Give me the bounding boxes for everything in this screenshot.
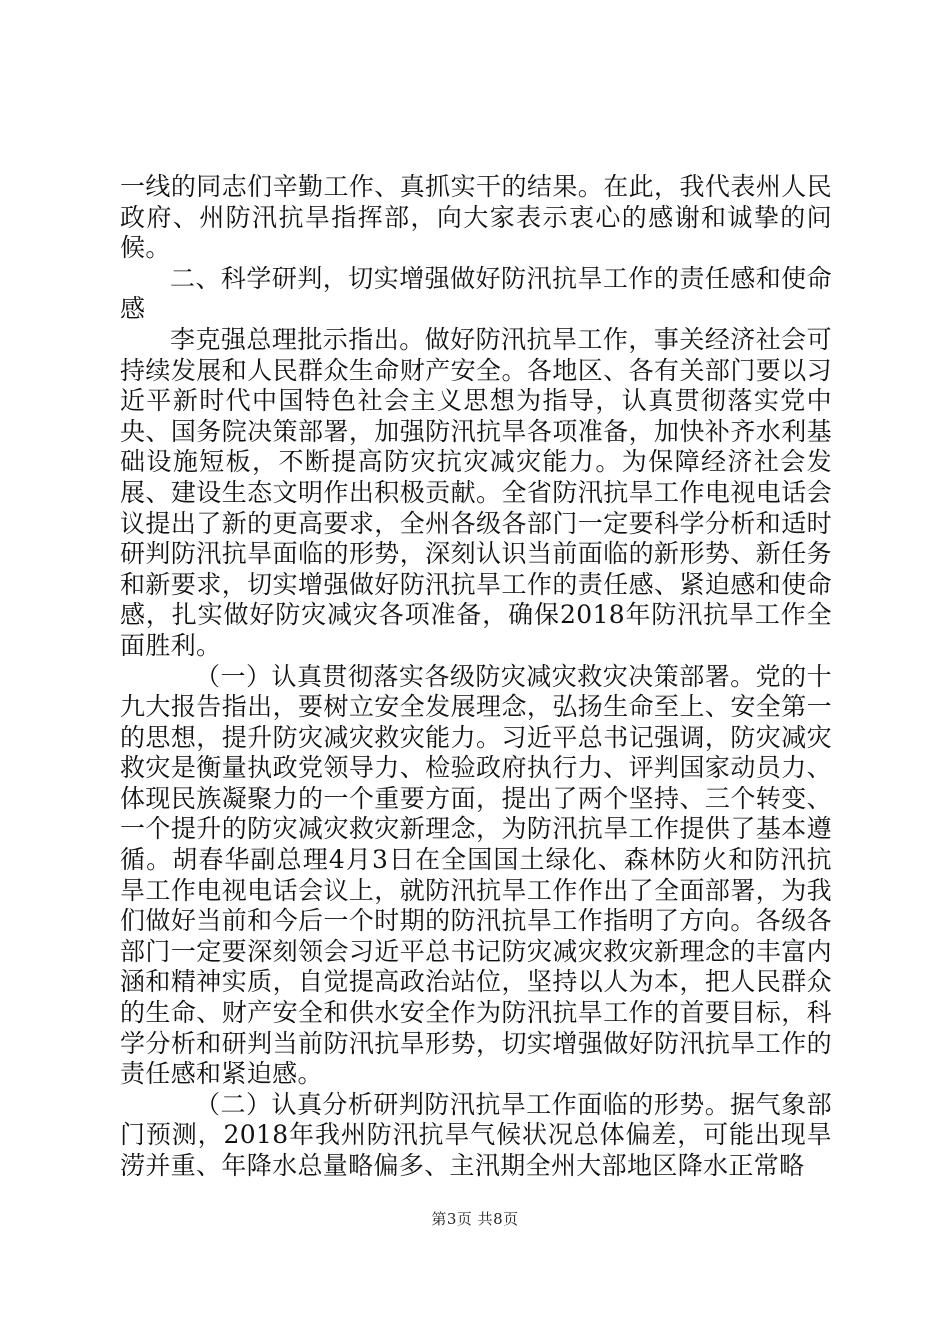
paragraph: （一）认真贯彻落实各级防灾减灾救灾决策部署。党的十九大报告指出，要树立安全发展理念，弘扬生命至上、安全第一的思想，提升防灾减灾救灾能力。习近平总书记强调，防灾减灾救灾是衡量执政党领导力、检验政府执行力、评判国家动员力、体现民族凝聚力的一个重要方面，提出了两个坚持、三个转变、一个提升的防灾减灾救灾新理念，为防汛抗旱工作提供了基本遵循。胡春华副总理4月3日在全国国土绿化、森林防火和防汛抗旱工作电视电话会议上，就防汛抗旱工作作出了全面部署，为我们做好当前和今后一个时期的防汛抗旱工作指明了方向。各级各部门一定要深刻领会习近平总书记防灾减灾救灾新理念的丰富内涵和精神实质，自觉提高政治站位，坚持以人为本，把人民群众的生命、财产安全和供水安全作为防汛抗旱工作的首要目标，科学分析和研判当前防汛抗旱形势，切实增强做好防汛抗旱工作的责任感和紧迫感。 bbox=[120, 661, 832, 1089]
paragraph-continuation: 一线的同志们辛勤工作、真抓实干的结果。在此，我代表州人民政府、州防汛抗旱指挥部，向大家表示衷心的感谢和诚挚的问候。 bbox=[120, 172, 832, 263]
paragraph: 李克强总理批示指出。做好防汛抗旱工作，事关经济社会可持续发展和人民群众生命财产安全。各地区、各有关部门要以习近平新时代中国特色社会主义思想为指导，认真贯彻落实党中央、国务院决策部署，加强防汛抗旱各项准备，加快补齐水利基础设施短板，不断提高防灾抗灾减灾能力。为保障经济社会发展、建设生态文明作出积极贡献。全省防汛抗旱工作电视电话会议提出了新的更高要求，全州各级各部门一定要科学分析和适时研判防汛抗旱面临的形势，深刻认识当前面临的新形势、新任务和新要求，切实增强做好防汛抗旱工作的责任感、紧迫感和使命感，扎实做好防灾减灾各项准备，确保2018年防汛抗旱工作全面胜利。 bbox=[120, 324, 832, 660]
paragraph: （二）认真分析研判防汛抗旱工作面临的形势。据气象部门预测，2018年我州防汛抗旱气候状况总体偏差，可能出现旱涝并重、年降水总量略偏多、主汛期全州大部地区降水正常略 bbox=[120, 1089, 832, 1180]
page-number-footer: 第3页 共8页 bbox=[431, 1210, 519, 1228]
section-heading: 二、科学研判，切实增强做好防汛抗旱工作的责任感和使命感 bbox=[120, 263, 832, 324]
document-body bbox=[120, 172, 832, 1182]
